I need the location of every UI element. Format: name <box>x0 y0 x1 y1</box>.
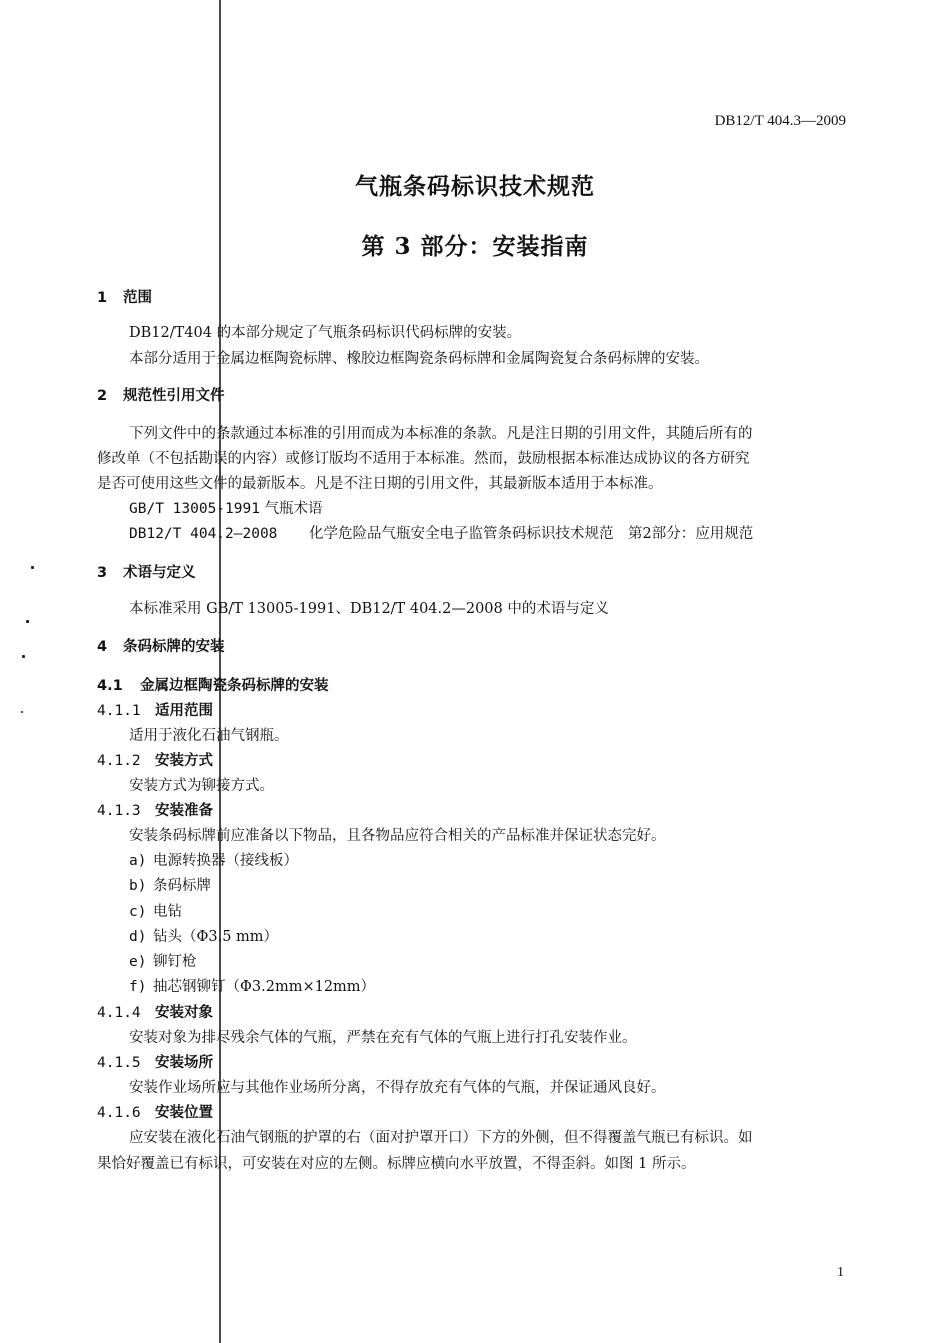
paragraph-line: 是否可使用这些文件的最新版本。凡是不注日期的引用文件，其最新版本适用于本标准。 <box>97 476 663 492</box>
paragraph: 安装作业场所应与其他作业场所分离，不得存放充有气体的气瓶，并保证通风良好。 <box>129 1080 666 1096</box>
list-item <box>129 874 211 895</box>
paragraph-line: 应安装在液化石油气钢瓶的护罩的右（面对护罩开口）下方的外侧，但不得覆盖气瓶已有标识。如 <box>129 1130 753 1146</box>
reference-code: DB12/T 404.2—2008 <box>129 526 278 542</box>
section-number: 2 <box>97 388 108 404</box>
reference-title: 气瓶术语 <box>264 501 323 517</box>
scan-speck <box>21 711 23 713</box>
list-item <box>129 925 278 946</box>
document-title: 气瓶条码标识技术规范 <box>355 173 595 200</box>
clause-number: 4.1.2 <box>97 753 141 769</box>
section-number: 3 <box>97 565 108 581</box>
section-1-heading <box>97 286 152 307</box>
section-title: 规范性引用文件 <box>123 388 225 404</box>
list-item-label: a) <box>129 853 147 869</box>
standard-code: DB12/T 404.3—2009 <box>714 113 846 129</box>
list-item-label: b) <box>129 878 147 894</box>
list-item-text: 条码标牌 <box>153 878 211 894</box>
list-item-text: 抽芯钢铆钉（Φ3.2mm×12mm） <box>153 979 376 995</box>
list-item-label: f) <box>129 979 147 995</box>
reference-item <box>129 522 753 543</box>
list-item-text: 电钻 <box>153 904 182 920</box>
paragraph: 本标准采用 GB/T 13005-1991、DB12/T 404.2—2008 中的术语与定义 <box>129 601 609 617</box>
subsection-4-1-heading <box>97 674 329 695</box>
clause-title: 安装方式 <box>155 753 213 769</box>
clause-number: 4.1.1 <box>97 703 141 719</box>
list-item-label: e) <box>129 954 147 970</box>
page-number: 1 <box>837 1265 844 1280</box>
clause-number: 4.1.3 <box>97 803 141 819</box>
list-item-text: 电源转换器（接线板） <box>153 853 298 869</box>
clause-title: 安装位置 <box>155 1105 213 1121</box>
clause-title: 适用范围 <box>155 703 213 719</box>
paragraph-line: 修改单（不包括勘误的内容）或修订版均不适用于本标准。然而，鼓励根据本标准达成协议的各方研究 <box>97 451 750 467</box>
clause-number: 4.1.5 <box>97 1055 141 1071</box>
list-item <box>129 975 375 996</box>
clause-title: 安装准备 <box>155 803 213 819</box>
list-item-text: 铆钉枪 <box>153 954 197 970</box>
list-item-label: c) <box>129 904 147 920</box>
clause-4-1-4-heading <box>97 1001 213 1022</box>
paragraph: 安装条码标牌前应准备以下物品，且各物品应符合相关的产品标准并保证状态完好。 <box>129 828 666 844</box>
clause-number: 4.1.6 <box>97 1105 141 1121</box>
scan-speck <box>31 566 34 569</box>
clause-title: 安装对象 <box>155 1005 213 1021</box>
clause-4-1-5-heading <box>97 1051 213 1072</box>
section-3-heading <box>97 561 196 582</box>
list-item <box>129 900 182 921</box>
paragraph: 适用于液化石油气钢瓶。 <box>129 728 289 744</box>
reference-title: 化学危险品气瓶安全电子监管条码标识技术规范 第2部分：应用规范 <box>309 526 754 542</box>
section-2-heading <box>97 384 225 405</box>
list-item <box>129 849 298 870</box>
reference-item <box>129 497 323 518</box>
clause-4-1-2-heading <box>97 749 213 770</box>
part-title: 第 3 部分：安装指南 <box>361 233 589 260</box>
section-4-heading <box>97 635 225 656</box>
list-item <box>129 950 197 971</box>
section-title: 术语与定义 <box>123 565 196 581</box>
section-number: 4 <box>97 639 108 655</box>
clause-title: 安装场所 <box>155 1055 213 1071</box>
section-title: 范围 <box>123 290 152 306</box>
scan-speck <box>26 620 29 623</box>
paragraph-line: 果恰好覆盖已有标识，可安装在对应的左侧。标牌应横向水平放置，不得歪斜。如图 1 所示。 <box>97 1156 696 1172</box>
list-item-text: 钻头（Φ3.5 mm） <box>153 929 279 945</box>
clause-4-1-1-heading <box>97 699 213 720</box>
list-item-label: d) <box>129 929 147 945</box>
paragraph: 安装对象为排尽残余气体的气瓶，严禁在充有气体的气瓶上进行打孔安装作业。 <box>129 1030 637 1046</box>
section-title: 金属边框陶瓷条码标牌的安装 <box>140 678 329 694</box>
section-number: 1 <box>97 290 108 306</box>
paragraph-line: 下列文件中的条款通过本标准的引用而成为本标准的条款。凡是注日期的引用文件，其随后所有的 <box>129 426 753 442</box>
paragraph: DB12/T404 的本部分规定了气瓶条码标识代码标牌的安装。 <box>129 325 522 341</box>
clause-4-1-3-heading <box>97 799 213 820</box>
section-title: 条码标牌的安装 <box>123 639 225 655</box>
section-number: 4.1 <box>97 678 123 694</box>
scan-speck <box>22 655 25 658</box>
paragraph: 安装方式为铆接方式。 <box>129 778 274 794</box>
reference-code: GB/T 13005-1991 <box>129 501 260 517</box>
paragraph: 本部分适用于金属边框陶瓷标牌、橡胶边框陶瓷条码标牌和金属陶瓷复合条码标牌的安装。 <box>129 351 709 367</box>
clause-number: 4.1.4 <box>97 1005 141 1021</box>
clause-4-1-6-heading <box>97 1101 213 1122</box>
